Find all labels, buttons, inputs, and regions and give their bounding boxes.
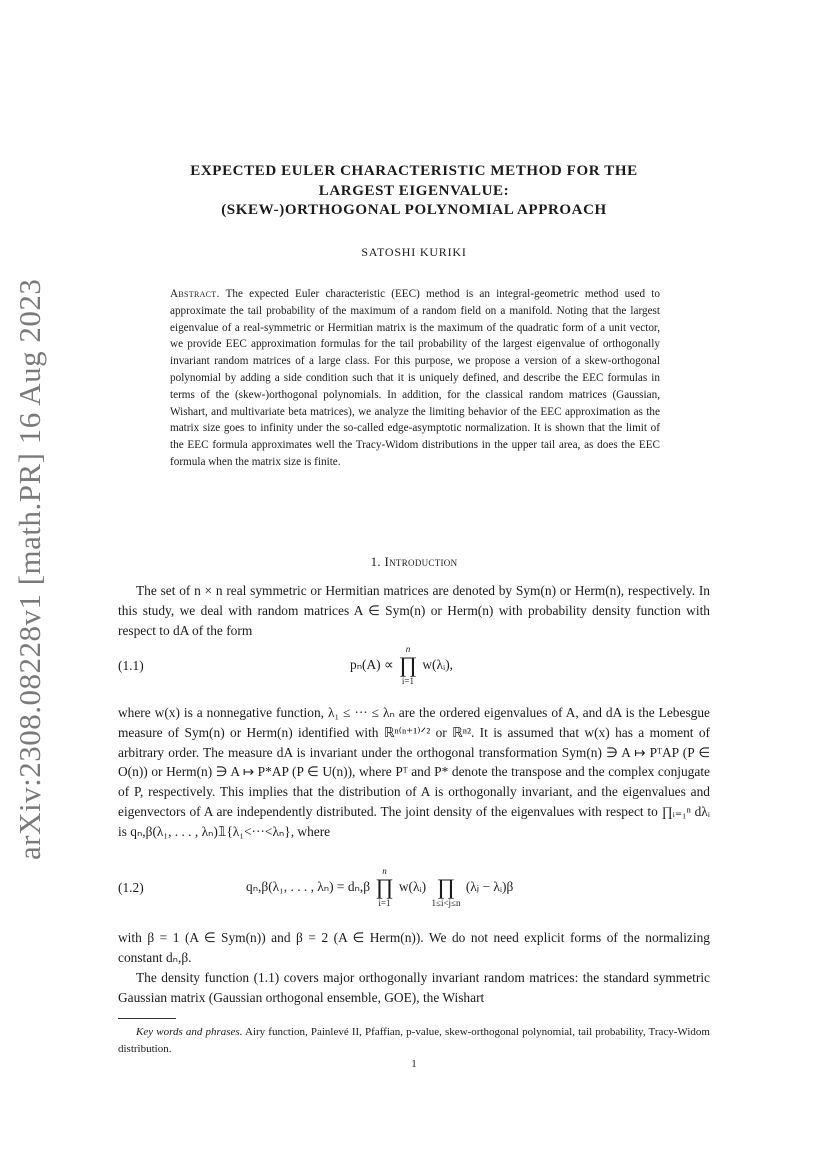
equation-number: (1.2) — [118, 880, 144, 895]
abstract — [170, 286, 660, 471]
product-operator — [399, 644, 417, 686]
equation-rhs: (λⱼ − λᵢ)β — [465, 879, 514, 894]
paragraph-definitions: where w(x) is a nonnegative function, λ₁ ≤ ··· ≤ λₙ are the ordered eigenvalues of A, and dA is the Lebesgue measure of Sym(n) or Herm(n) identified with ℝⁿ⁽ⁿ⁺¹⁾ᐟ² or ℝⁿ². It is assumed that w(x) has a moment of arbitrary order. The measure dA is invariant under the orthogonal transformation Sym(n) ∋ A ↦ PᵀAP (P ∈ O(n)) or Herm(n) ∋ A ↦ P*AP (P ∈ U(n)), where Pᵀ and P* denote the transpose and the complex conjugate of P, respectively. This implies that the distribution of A is orthogonally invariant, and the eigenvalues and eigenvectors of A are independently distributed. The joint density of the eigenvalues with respect to ∏ᵢ₌₁ⁿ dλᵢ is qₙ,β(λ₁, . . . , λₙ)𝟙{λ₁<···<λₙ}, where — [118, 705, 710, 839]
equation-body — [246, 866, 513, 908]
product-operator-pairs — [432, 866, 461, 908]
arxiv-identifier: arXiv:2308.08228v1 [math.PR] 16 Aug 2023 — [12, 278, 47, 860]
section-heading — [118, 554, 710, 570]
product-lower-limit: 1≤i<j≤n — [431, 898, 461, 908]
equation-rhs: w(λᵢ), — [422, 657, 454, 672]
abstract-label: Abstract. — [170, 288, 220, 300]
footnote-rule — [118, 1018, 176, 1019]
equation-lhs: pₙ(A) ∝ — [350, 657, 394, 672]
product-lower-limit: i=1 — [378, 898, 391, 908]
product-symbol: ∏ — [375, 874, 394, 899]
equation-body — [350, 644, 453, 686]
equation-1-2 — [118, 866, 710, 914]
abstract-text: The expected Euler characteristic (EEC) method is an integral-geometric method used to approximate the tail probability of the maximum of a random field on a manifold. Noting that the largest eigenvalue of a real-symmetric or Hermitian matrix is the maximum of the quadratic form of a unit vector, we provide EEC approximation formulas for the tail probability of the largest eigenvalue of orthogonally invariant random matrices of a large class. For this purpose, we propose a version of a skew-orthogonal polynomial by adding a side condition such that it is uniquely defined, and describe the EEC formulas in terms of the (skew-)orthogonal polynomials. In addition, for the classical random matrices (Gaussian, Wishart, and multivariate beta matrices), we analyze the limiting behavior of the EEC approximation as the matrix size goes to infinity under the so-called edge-asymptotic normalization. It is shown that the limit of the EEC formula approximates well the Tracy-Widom distributions in the upper tail area, as does the EEC formula when the matrix size is finite. — [170, 288, 660, 468]
section-number: 1. — [370, 554, 381, 569]
paragraph-beta: with β = 1 (A ∈ Sym(n)) and β = 2 (A ∈ Herm(n)). We do not need explicit forms of the normalizing constant dₙ,β. — [118, 930, 710, 965]
footnote — [118, 1024, 710, 1057]
paragraph-intro: The set of n × n real symmetric or Hermitian matrices are denoted by Sym(n) or Herm(n), respectively. In this study, we deal with random matrices A ∈ Sym(n) or Herm(n) with probability density function with respect to dA of the form — [118, 583, 710, 638]
title-line-3: (SKEW-)ORTHOGONAL POLYNOMIAL APPROACH — [221, 202, 607, 218]
product-operator — [375, 866, 393, 908]
footnote-text: Airy function, Painlevé II, Pfaffian, p-value, skew-orthogonal polynomial, tail probability, Tracy-Widom distribution. — [118, 1026, 710, 1055]
equation-number: (1.1) — [118, 658, 144, 673]
equation-1-1 — [118, 644, 710, 692]
author-name: SATOSHI KURIKI — [361, 245, 467, 259]
page-number: 1 — [411, 1058, 417, 1070]
product-upper-limit: n — [382, 866, 387, 876]
footnote-label: Key words and phrases. — [136, 1026, 243, 1038]
product-upper-limit: n — [405, 644, 411, 654]
product-symbol: ∏ — [398, 652, 418, 677]
product-lower-limit: i=1 — [401, 676, 414, 686]
title-line-2: LARGEST EIGENVALUE: — [318, 182, 510, 199]
equation-lhs: qₙ,β(λ₁, . . . , λₙ) = dₙ,β — [246, 879, 371, 894]
paragraph-coverage: The density function (1.1) covers major orthogonally invariant random matrices: the standard symmetric Gaussian matrix (Gaussian orthogonal ensemble, GOE), the Wishart — [118, 970, 710, 1005]
equation-weight: w(λᵢ) — [398, 879, 427, 894]
product-symbol: ∏ — [436, 874, 456, 899]
paper-title — [118, 162, 710, 221]
section-title: Introduction — [384, 554, 458, 569]
title-line-1: EXPECTED EULER CHARACTERISTIC METHOD FOR THE — [190, 163, 638, 179]
